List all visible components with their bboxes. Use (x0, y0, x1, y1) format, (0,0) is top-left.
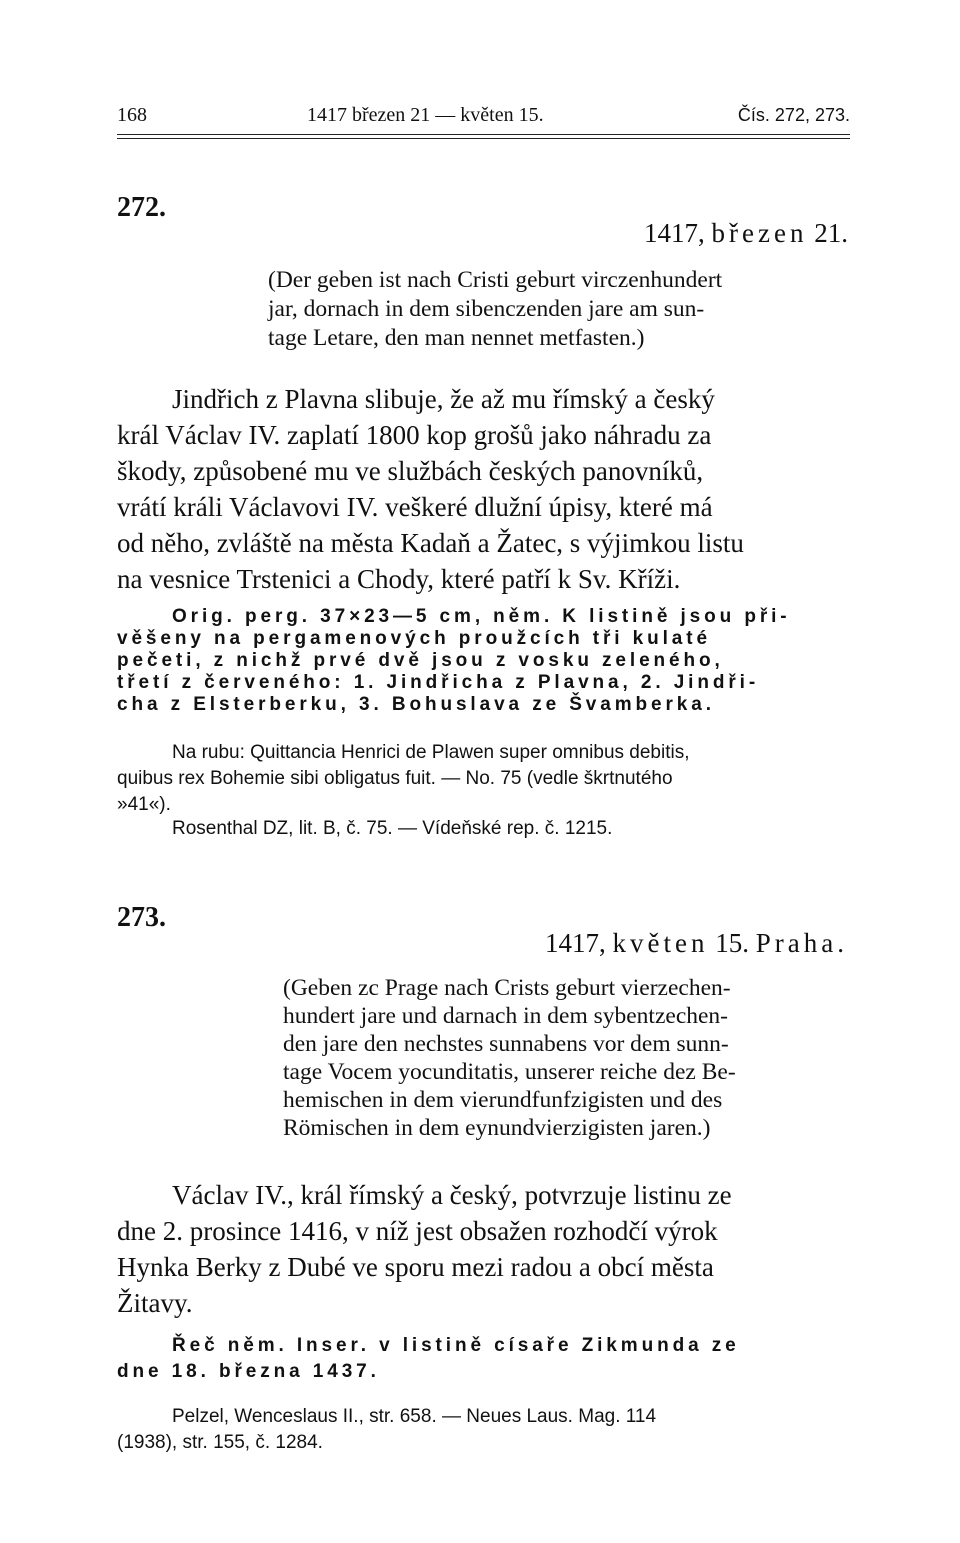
header-date-range: 1417 březen 21 — květen 15. (307, 104, 544, 126)
text-line: škody, způsobené mu ve službách českých panovníků, (117, 456, 704, 486)
notes (117, 740, 852, 818)
entry-number: 272. (117, 192, 166, 223)
date-place: Praha. (755, 928, 848, 958)
date-year: 1417, (545, 928, 606, 958)
text-line: od něho, zvláště na města Kadaň a Žatec, s výjimkou listu (117, 528, 744, 558)
text-line: Václav IV., král římský a český, potvrzuje listinu ze (172, 1180, 732, 1210)
header-doc-numbers: Čís. 272, 273. (737, 105, 850, 125)
text-line: hemischen in dem vierundfunfzigisten und des (283, 1087, 723, 1113)
date-year: 1417, (644, 218, 705, 248)
text-line: den jare den nechstes sunnabens vor dem sunn- (283, 1031, 729, 1057)
text-line: Orig. perg. 37×23—5 cm, něm. K listině jsou při- (172, 606, 791, 627)
header-rule (117, 138, 850, 139)
text-line: Řeč něm. Inser. v listině císaře Zikmunda ze (172, 1335, 740, 1356)
text-line: tage Letare, den man nennet metfasten.) (268, 325, 645, 351)
text-line: (Geben zc Prage nach Crists geburt vierzechen- (283, 975, 731, 1001)
text-line: Römischen in dem eynundvierzigisten jaren.) (283, 1115, 711, 1141)
text-line: Rosenthal DZ, lit. B, č. 75. — Vídeňské rep. č. 1215. (172, 818, 613, 839)
literature (117, 1404, 852, 1456)
text-line: »41«). (117, 794, 171, 815)
text-line: dne 2. prosince 1416, v níž jest obsažen rozhodčí výrok (117, 1216, 718, 1246)
text-line: cha z Elsterberku, 3. Bohuslava ze Švamberka. (117, 694, 715, 715)
entry-number: 273. (117, 902, 166, 933)
text-line: jar, dornach in dem sibenczenden jare am sun- (268, 296, 705, 322)
description (117, 1333, 852, 1385)
original-dating (283, 974, 850, 1142)
text-line: pečeti, z nichž prvé dvě jsou z vosku zeleného, (117, 650, 724, 671)
text-line: vrátí králi Václavovi IV. veškeré dlužní úpisy, které má (117, 492, 713, 522)
text-line: (1938), str. 155, č. 1284. (117, 1432, 323, 1453)
text-line: Na rubu: Quittancia Henrici de Plawen super omnibus debitis, (172, 742, 690, 763)
text-line: Jindřich z Plavna slibuje, že až mu římský a český (172, 384, 715, 414)
text-line: tage Vocem yocunditatis, unserer reiche dez Be- (283, 1059, 736, 1085)
text-line: věšeny na pergamenových proužcích tři kulaté (117, 628, 711, 649)
text-line: Hynka Berky z Dubé ve sporu mezi radou a obcí města (117, 1252, 714, 1282)
literature (172, 816, 852, 842)
date-month: březen (711, 218, 808, 248)
date-month: květen (612, 928, 709, 958)
original-dating (268, 266, 848, 353)
date-day: 21. (814, 218, 848, 248)
text-line: třetí z červeného: 1. Jindřicha z Plavna, 2. Jindři- (117, 672, 760, 693)
text-line: hundert jare und darnach in dem sybentzechen- (283, 1003, 729, 1029)
text-line: na vesnice Trstenici a Chody, které patří k Sv. Kříži. (117, 564, 681, 594)
text-line: (Der geben ist nach Cristi geburt virczenhundert (268, 267, 723, 293)
header-rule (117, 134, 850, 135)
text-line: dne 18. března 1437. (117, 1361, 380, 1382)
page-number: 168 (117, 104, 147, 126)
text-line: quibus rex Bohemie sibi obligatus fuit. — No. 75 (vedle škrtnutého (117, 768, 673, 789)
summary (117, 1177, 852, 1321)
entry-date (644, 218, 848, 249)
running-header (117, 103, 850, 127)
text-line: Pelzel, Wenceslaus II., str. 658. — Neues Laus. Mag. 114 (172, 1406, 657, 1427)
text-line: Žitavy. (117, 1288, 193, 1318)
summary (117, 381, 852, 597)
entry-date (545, 928, 848, 959)
text-line: král Václav IV. zaplatí 1800 kop grošů jako náhradu za (117, 420, 712, 450)
date-day: 15. (715, 928, 750, 958)
description (117, 606, 852, 716)
